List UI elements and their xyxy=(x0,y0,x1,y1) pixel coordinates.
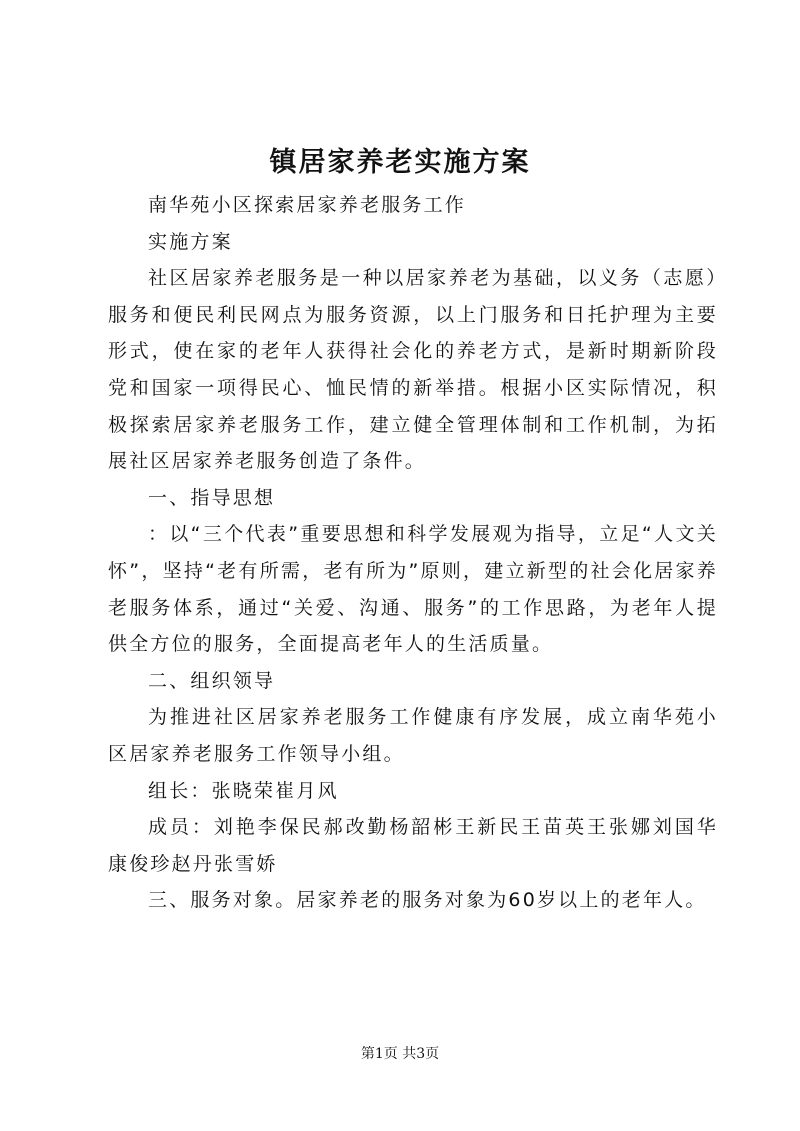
section-heading-service-targets: 三、服务对象。居家养老的服务对象为60岁以上的老年人。 xyxy=(148,889,707,912)
section-heading-guiding-ideas: 一、指导思想 xyxy=(148,486,276,509)
page-footer: 第1页 共3页 xyxy=(360,1046,440,1062)
paragraph-intro: 社区居家养老服务是一种以居家养老为基础，以义务（志愿）服务和便民利民网点为服务资源，以上门服务和日托护理为主要形式，使在家的老年人获得社会化的养老方式，是新时期新阶段党和国家一项得民心、恤民情的新举措。根据小区实际情况，积极探索居家养老服务工作，建立健全管理体制和工作机制，为拓展社区居家养老服务创造了条件。 xyxy=(108,267,718,473)
paragraph-guiding-ideas: ：以“三个代表”重要思想和科学发展观为指导，立足“人文关怀”，坚持“老有所需，老有所为”原则，建立新型的社会化居家养老服务体系，通过“关爱、沟通、服务”的工作思路，为老年人提供全方位的服务，全面提高老年人的生活质量。 xyxy=(108,523,718,656)
paragraph-leadership: 为推进社区居家养老服务工作健康有序发展，成立南华苑小区居家养老服务工作领导小组。 xyxy=(108,706,718,765)
section-heading-leadership: 二、组织领导 xyxy=(148,669,276,692)
paragraph-group-leader: 组长：张晓荣崔月风 xyxy=(148,779,339,802)
paragraph-members: 成员：刘艳李保民郝改勤杨韶彬王新民王苗英王张娜刘国华康俊珍赵丹张雪娇 xyxy=(108,816,718,875)
document-body xyxy=(108,187,718,919)
paragraph-subtitle: 南华苑小区探索居家养老服务工作 xyxy=(148,194,467,216)
paragraph-heading-plan: 实施方案 xyxy=(148,230,233,253)
document-title: 镇居家养老实施方案 xyxy=(269,147,531,178)
